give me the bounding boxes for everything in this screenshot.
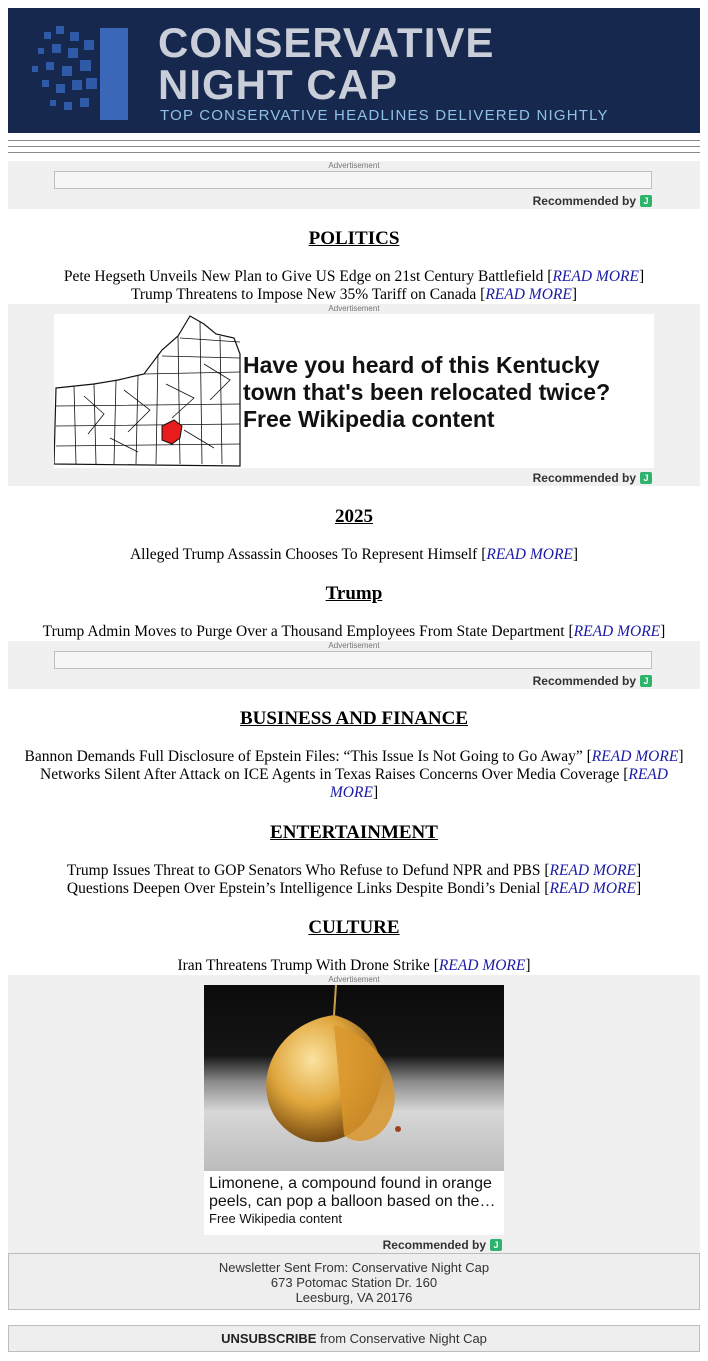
section-title: 2025 xyxy=(335,506,373,527)
headline: Iran Threatens Trump With Drone Strike [READ MORE] xyxy=(177,957,531,974)
read-more-link[interactable]: READ MORE xyxy=(485,286,572,303)
footer-sent-from: Newsletter Sent From: Conservative Night Cap xyxy=(218,1260,490,1275)
recommended-by-label: Recommended by xyxy=(532,471,636,485)
ad-kentucky-headline: Have you heard of this Kentucky town that's been relocated twice? Free Wikipedia content xyxy=(243,352,611,432)
footer-address xyxy=(8,1253,700,1310)
header-title-line2: NIGHT CAP xyxy=(158,61,398,108)
section-title: POLITICS xyxy=(308,228,400,249)
headline: Bannon Demands Full Disclosure of Epstein Files: “This Issue Is Not Going to Go Away” [READ MORE] xyxy=(24,748,684,765)
ad-label: Advertisement xyxy=(328,641,380,650)
header-title-line1: CONSERVATIVE xyxy=(158,19,495,66)
ad-banner-image[interactable] xyxy=(54,651,652,669)
kentucky-map-icon xyxy=(54,314,242,468)
footer-address-line2: Leesburg, VA 20176 xyxy=(295,1290,413,1305)
balloon-image-icon xyxy=(204,985,504,1171)
unsubscribe-link[interactable]: UNSUBSCRIBE xyxy=(221,1331,317,1346)
section-title: BUSINESS AND FINANCE xyxy=(239,708,469,729)
section-title: Trump xyxy=(325,583,383,604)
recommended-by[interactable] xyxy=(533,471,652,485)
read-more-link[interactable]: READ MORE xyxy=(549,880,636,897)
recommended-logo-icon: J xyxy=(640,472,652,484)
headline: Pete Hegseth Unveils New Plan to Give US Edge on 21st Century Battlefield [READ MORE] xyxy=(63,268,645,285)
headline-text: Trump Issues Threat to GOP Senators Who Refuse to Defund NPR and PBS xyxy=(66,862,541,879)
section-title: CULTURE xyxy=(308,917,400,938)
headline-text: Networks Silent After Attack on ICE Agents in Texas Raises Concerns Over Media Coverage xyxy=(40,766,620,783)
section-title: ENTERTAINMENT xyxy=(270,822,438,843)
ad-label: Advertisement xyxy=(328,161,380,170)
ad-slot xyxy=(8,641,700,689)
logo-bar xyxy=(100,28,128,120)
header-tagline: TOP CONSERVATIVE HEADLINES DELIVERED NIGHTLY xyxy=(160,107,609,124)
headline-text: Bannon Demands Full Disclosure of Epstein Files: “This Issue Is Not Going to Go Away” xyxy=(24,748,583,765)
read-more-link[interactable]: READ MORE xyxy=(552,268,639,285)
read-more-link[interactable]: READ MORE xyxy=(573,623,661,640)
recommended-logo-icon: J xyxy=(490,1239,502,1251)
divider xyxy=(8,140,700,141)
divider xyxy=(8,146,700,147)
ad-balloon-headline: Limonene, a compound found in orange peels, can pop a balloon based on the… xyxy=(209,1175,496,1210)
ad-balloon-card[interactable] xyxy=(204,985,504,1235)
header-banner xyxy=(8,8,700,133)
headline-text: Iran Threatens Trump With Drone Strike xyxy=(177,957,430,974)
headline-text: Questions Deepen Over Epstein’s Intelligence Links Despite Bondi’s Denial xyxy=(66,880,541,897)
read-more-link[interactable]: READ MORE xyxy=(438,957,526,974)
recommended-by[interactable] xyxy=(383,1238,502,1252)
headline-text: Trump Admin Moves to Purge Over a Thousand Employees From State Department xyxy=(42,623,565,640)
ad-label: Advertisement xyxy=(328,304,380,313)
headline: Trump Admin Moves to Purge Over a Thousand Employees From State Department [READ MORE] xyxy=(42,623,666,640)
recommended-by[interactable] xyxy=(533,194,652,208)
headline: Trump Threatens to Impose New 35% Tariff on Canada [READ MORE] xyxy=(130,286,578,303)
unsubscribe-bar[interactable] xyxy=(8,1325,700,1352)
ad-balloon-source: Free Wikipedia content xyxy=(209,1211,342,1226)
balloon-photo xyxy=(204,985,504,1171)
headline: Questions Deepen Over Epstein’s Intelligence Links Despite Bondi’s Denial [READ MORE] xyxy=(66,880,642,897)
unsubscribe-text: from Conservative Night Cap xyxy=(316,1331,487,1346)
read-more-link[interactable]: READ MORE xyxy=(486,546,573,563)
headline-text: Alleged Trump Assassin Chooses To Represent Himself xyxy=(129,546,478,563)
recommended-by-label: Recommended by xyxy=(532,194,636,208)
divider xyxy=(8,152,700,153)
recommended-by[interactable] xyxy=(533,674,652,688)
headline-text: Pete Hegseth Unveils New Plan to Give US Edge on 21st Century Battlefield xyxy=(63,268,544,285)
ad-kentucky-card[interactable] xyxy=(54,314,654,468)
footer-address-line1: 673 Potomac Station Dr. 160 xyxy=(270,1275,438,1290)
headline: Alleged Trump Assassin Chooses To Represent Himself [READ MORE] xyxy=(129,546,579,563)
recommended-by-label: Recommended by xyxy=(382,1238,486,1252)
headline: Networks Silent After Attack on ICE Agents in Texas Raises Concerns Over Media Coverage [READ MORE] xyxy=(40,766,668,801)
recommended-by-label: Recommended by xyxy=(532,674,636,688)
read-more-link[interactable]: READ MORE xyxy=(591,748,679,765)
read-more-link[interactable]: READ MORE xyxy=(549,862,636,879)
recommended-logo-icon: J xyxy=(640,675,652,687)
ad-banner-image[interactable] xyxy=(54,171,652,189)
ad-slot xyxy=(8,161,700,209)
ad-label: Advertisement xyxy=(328,975,380,984)
headline: Trump Issues Threat to GOP Senators Who Refuse to Defund NPR and PBS [READ MORE] xyxy=(66,862,642,879)
recommended-logo-icon: J xyxy=(640,195,652,207)
headline-text: Trump Threatens to Impose New 35% Tariff on Canada xyxy=(130,286,477,303)
read-more-link[interactable]: READ MORE xyxy=(329,766,668,801)
